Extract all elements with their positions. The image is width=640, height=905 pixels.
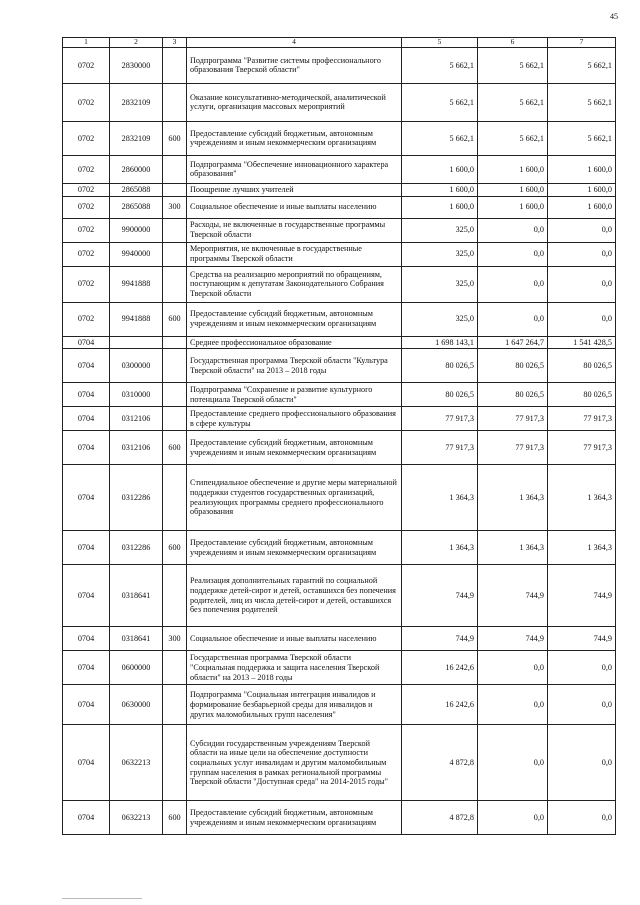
amount-cell-col6: 1 647 264,7	[478, 336, 548, 349]
description-cell: Среднее профессиональное образование	[187, 336, 402, 349]
table-row	[63, 685, 616, 725]
section-code-cell: 0704	[63, 651, 110, 685]
amount-cell-col5: 1 698 143,1	[402, 336, 478, 349]
amount-cell-col6: 1 364,3	[478, 531, 548, 565]
description-cell: Подпрограмма "Развитие системы профессионального образования Тверской области"	[187, 47, 402, 83]
amount-cell-col7: 1 600,0	[548, 196, 616, 218]
amount-cell-col5: 4 872,8	[402, 801, 478, 835]
amount-cell-col6: 1 600,0	[478, 183, 548, 196]
expense-type-cell	[163, 725, 187, 801]
table-row	[63, 531, 616, 565]
table-row	[63, 627, 616, 651]
section-code-cell: 0704	[63, 383, 110, 407]
amount-cell-col5: 1 600,0	[402, 183, 478, 196]
amount-cell-col7: 1 364,3	[548, 531, 616, 565]
table-row	[63, 431, 616, 465]
amount-cell-col6: 744,9	[478, 627, 548, 651]
description-cell: Предоставление субсидий бюджетным, автономным учреждениям и иным некоммерческим организациям	[187, 531, 402, 565]
expense-type-cell: 300	[163, 196, 187, 218]
expense-type-cell	[163, 685, 187, 725]
section-code-cell: 0702	[63, 155, 110, 183]
amount-cell-col7: 0,0	[548, 218, 616, 242]
table-row	[63, 218, 616, 242]
expense-type-cell	[163, 218, 187, 242]
description-cell: Расходы, не включенные в государственные программы Тверской области	[187, 218, 402, 242]
amount-cell-col6: 80 026,5	[478, 349, 548, 383]
target-article-cell: 2832109	[110, 121, 163, 155]
table-row	[63, 83, 616, 121]
target-article-cell: 9941888	[110, 302, 163, 336]
amount-cell-col7: 5 662,1	[548, 121, 616, 155]
section-code-cell: 0704	[63, 627, 110, 651]
amount-cell-col5: 325,0	[402, 242, 478, 266]
description-cell: Предоставление субсидий бюджетным, автономным учреждениям и иным некоммерческим организациям	[187, 801, 402, 835]
table-row	[63, 349, 616, 383]
expense-type-cell	[163, 407, 187, 431]
amount-cell-col6: 5 662,1	[478, 47, 548, 83]
amount-cell-col7: 5 662,1	[548, 47, 616, 83]
section-code-cell: 0702	[63, 218, 110, 242]
header-cell: 4	[187, 38, 402, 48]
target-article-cell: 2860000	[110, 155, 163, 183]
amount-cell-col5: 1 364,3	[402, 531, 478, 565]
description-cell: Социальное обеспечение и иные выплаты населению	[187, 196, 402, 218]
amount-cell-col5: 77 917,3	[402, 431, 478, 465]
amount-cell-col6: 5 662,1	[478, 121, 548, 155]
target-article-cell: 0630000	[110, 685, 163, 725]
target-article-cell: 0312286	[110, 531, 163, 565]
expense-type-cell	[163, 336, 187, 349]
amount-cell-col7: 0,0	[548, 242, 616, 266]
amount-cell-col6: 0,0	[478, 801, 548, 835]
description-cell: Стипендиальное обеспечение и другие меры материальной поддержки студентов государственных организаций, реализующих программы среднего профессионального образования	[187, 465, 402, 531]
amount-cell-col5: 325,0	[402, 266, 478, 302]
header-cell: 6	[478, 38, 548, 48]
page-number: 45	[610, 12, 618, 21]
target-article-cell: 0300000	[110, 349, 163, 383]
target-article-cell: 2832109	[110, 83, 163, 121]
description-cell: Социальное обеспечение и иные выплаты населению	[187, 627, 402, 651]
description-cell: Субсидии государственным учреждениям Тверской области на иные цели на обеспечение доступности социальных услуг инвалидам и другим маломобильным группам населения в рамках региональной программы Тверской области "Доступная среда" на 2014-2015 годы"	[187, 725, 402, 801]
description-cell: Государственная программа Тверской области "Культура Тверской области" на 2013 – 2018 годы	[187, 349, 402, 383]
section-code-cell: 0702	[63, 47, 110, 83]
amount-cell-col7: 0,0	[548, 651, 616, 685]
target-article-cell: 2830000	[110, 47, 163, 83]
expense-type-cell	[163, 242, 187, 266]
amount-cell-col6: 0,0	[478, 651, 548, 685]
amount-cell-col6: 0,0	[478, 302, 548, 336]
amount-cell-col5: 1 600,0	[402, 196, 478, 218]
table-row	[63, 383, 616, 407]
description-cell: Мероприятия, не включенные в государственные программы Тверской области	[187, 242, 402, 266]
amount-cell-col6: 0,0	[478, 685, 548, 725]
expense-type-cell	[163, 266, 187, 302]
description-cell: Предоставление субсидий бюджетным, автономным учреждениям и иным некоммерческим организациям	[187, 121, 402, 155]
amount-cell-col6: 0,0	[478, 725, 548, 801]
amount-cell-col5: 5 662,1	[402, 121, 478, 155]
description-cell: Подпрограмма "Обеспечение инновационного характера образования"	[187, 155, 402, 183]
description-cell: Подпрограмма "Сохранение и развитие культурного потенциала Тверской области"	[187, 383, 402, 407]
amount-cell-col7: 744,9	[548, 627, 616, 651]
section-code-cell: 0704	[63, 531, 110, 565]
amount-cell-col5: 77 917,3	[402, 407, 478, 431]
amount-cell-col6: 77 917,3	[478, 407, 548, 431]
amount-cell-col5: 325,0	[402, 302, 478, 336]
target-article-cell: 0318641	[110, 627, 163, 651]
section-code-cell: 0704	[63, 565, 110, 627]
amount-cell-col6: 744,9	[478, 565, 548, 627]
target-article-cell: 9900000	[110, 218, 163, 242]
table-row	[63, 196, 616, 218]
table-header-row	[63, 38, 616, 48]
section-code-cell: 0702	[63, 196, 110, 218]
amount-cell-col6: 1 600,0	[478, 155, 548, 183]
target-article-cell: 0310000	[110, 383, 163, 407]
description-cell: Предоставление среднего профессионального образования в сфере культуры	[187, 407, 402, 431]
section-code-cell: 0704	[63, 431, 110, 465]
amount-cell-col5: 16 242,6	[402, 685, 478, 725]
table-row	[63, 801, 616, 835]
bottom-rule	[62, 898, 142, 899]
amount-cell-col7: 80 026,5	[548, 383, 616, 407]
description-cell: Поощрение лучших учителей	[187, 183, 402, 196]
target-article-cell: 0632213	[110, 725, 163, 801]
description-cell: Средства на реализацию мероприятий по обращениям, поступающим к депутатам Законодательного Собрания Тверской области	[187, 266, 402, 302]
header-cell: 3	[163, 38, 187, 48]
amount-cell-col5: 5 662,1	[402, 47, 478, 83]
description-cell: Подпрограмма "Социальная интеграция инвалидов и формирование безбарьерной среды для инвалидов и других маломобильных групп населения"	[187, 685, 402, 725]
expense-type-cell: 600	[163, 531, 187, 565]
amount-cell-col5: 1 364,3	[402, 465, 478, 531]
amount-cell-col6: 5 662,1	[478, 83, 548, 121]
description-cell: Государственная программа Тверской области "Социальная поддержка и защита населения Тверской области" на 2013 – 2018 годы	[187, 651, 402, 685]
amount-cell-col7: 77 917,3	[548, 431, 616, 465]
expense-type-cell	[163, 155, 187, 183]
amount-cell-col5: 80 026,5	[402, 383, 478, 407]
amount-cell-col6: 1 364,3	[478, 465, 548, 531]
amount-cell-col7: 1 541 428,5	[548, 336, 616, 349]
target-article-cell: 0318641	[110, 565, 163, 627]
table-row	[63, 155, 616, 183]
amount-cell-col7: 0,0	[548, 302, 616, 336]
target-article-cell: 0312106	[110, 431, 163, 465]
section-code-cell: 0704	[63, 349, 110, 383]
expense-type-cell: 300	[163, 627, 187, 651]
expense-type-cell: 600	[163, 801, 187, 835]
table-row	[63, 302, 616, 336]
amount-cell-col7: 1 600,0	[548, 155, 616, 183]
table-row	[63, 266, 616, 302]
table-row	[63, 407, 616, 431]
amount-cell-col5: 5 662,1	[402, 83, 478, 121]
section-code-cell: 0702	[63, 121, 110, 155]
expense-type-cell	[163, 651, 187, 685]
section-code-cell: 0704	[63, 336, 110, 349]
section-code-cell: 0704	[63, 801, 110, 835]
amount-cell-col6: 0,0	[478, 218, 548, 242]
table-row	[63, 465, 616, 531]
table-row	[63, 242, 616, 266]
header-cell: 1	[63, 38, 110, 48]
section-code-cell: 0702	[63, 83, 110, 121]
amount-cell-col7: 0,0	[548, 266, 616, 302]
expense-type-cell	[163, 349, 187, 383]
expense-type-cell: 600	[163, 121, 187, 155]
table-row	[63, 336, 616, 349]
amount-cell-col7: 80 026,5	[548, 349, 616, 383]
table-row	[63, 565, 616, 627]
header-cell: 2	[110, 38, 163, 48]
description-cell: Предоставление субсидий бюджетным, автономным учреждениям и иным некоммерческим организациям	[187, 302, 402, 336]
expense-type-cell	[163, 83, 187, 121]
table-row	[63, 651, 616, 685]
target-article-cell: 0600000	[110, 651, 163, 685]
table-row	[63, 183, 616, 196]
target-article-cell: 9940000	[110, 242, 163, 266]
amount-cell-col6: 0,0	[478, 266, 548, 302]
amount-cell-col7: 0,0	[548, 685, 616, 725]
budget-table	[62, 37, 616, 835]
target-article-cell: 2865088	[110, 196, 163, 218]
target-article-cell	[110, 336, 163, 349]
target-article-cell: 2865088	[110, 183, 163, 196]
amount-cell-col7: 1 364,3	[548, 465, 616, 531]
description-cell: Реализация дополнительных гарантий по социальной поддержке детей-сирот и детей, оставшихся без попечения родителей, лиц из числа детей-сирот и детей, оставшихся без попечения родителей	[187, 565, 402, 627]
target-article-cell: 9941888	[110, 266, 163, 302]
expense-type-cell	[163, 383, 187, 407]
amount-cell-col7: 1 600,0	[548, 183, 616, 196]
section-code-cell: 0704	[63, 465, 110, 531]
table-row	[63, 725, 616, 801]
target-article-cell: 0312106	[110, 407, 163, 431]
amount-cell-col7: 0,0	[548, 725, 616, 801]
section-code-cell: 0702	[63, 302, 110, 336]
amount-cell-col7: 0,0	[548, 801, 616, 835]
section-code-cell: 0702	[63, 183, 110, 196]
amount-cell-col5: 744,9	[402, 627, 478, 651]
section-code-cell: 0702	[63, 242, 110, 266]
amount-cell-col5: 4 872,8	[402, 725, 478, 801]
expense-type-cell	[163, 183, 187, 196]
amount-cell-col6: 1 600,0	[478, 196, 548, 218]
section-code-cell: 0704	[63, 407, 110, 431]
amount-cell-col6: 77 917,3	[478, 431, 548, 465]
target-article-cell: 0312286	[110, 465, 163, 531]
amount-cell-col6: 80 026,5	[478, 383, 548, 407]
amount-cell-col5: 16 242,6	[402, 651, 478, 685]
expense-type-cell	[163, 47, 187, 83]
amount-cell-col7: 5 662,1	[548, 83, 616, 121]
table-row	[63, 47, 616, 83]
target-article-cell: 0632213	[110, 801, 163, 835]
amount-cell-col7: 744,9	[548, 565, 616, 627]
section-code-cell: 0702	[63, 266, 110, 302]
amount-cell-col5: 325,0	[402, 218, 478, 242]
amount-cell-col5: 744,9	[402, 565, 478, 627]
amount-cell-col5: 1 600,0	[402, 155, 478, 183]
description-cell: Предоставление субсидий бюджетным, автономным учреждениям и иным некоммерческим организациям	[187, 431, 402, 465]
expense-type-cell	[163, 565, 187, 627]
expense-type-cell: 600	[163, 302, 187, 336]
description-cell: Оказание консультативно-методической, аналитической услуги, организация массовых мероприятий	[187, 83, 402, 121]
amount-cell-col5: 80 026,5	[402, 349, 478, 383]
amount-cell-col6: 0,0	[478, 242, 548, 266]
header-cell: 5	[402, 38, 478, 48]
table-row	[63, 121, 616, 155]
section-code-cell: 0704	[63, 725, 110, 801]
section-code-cell: 0704	[63, 685, 110, 725]
header-cell: 7	[548, 38, 616, 48]
expense-type-cell	[163, 465, 187, 531]
expense-type-cell: 600	[163, 431, 187, 465]
amount-cell-col7: 77 917,3	[548, 407, 616, 431]
